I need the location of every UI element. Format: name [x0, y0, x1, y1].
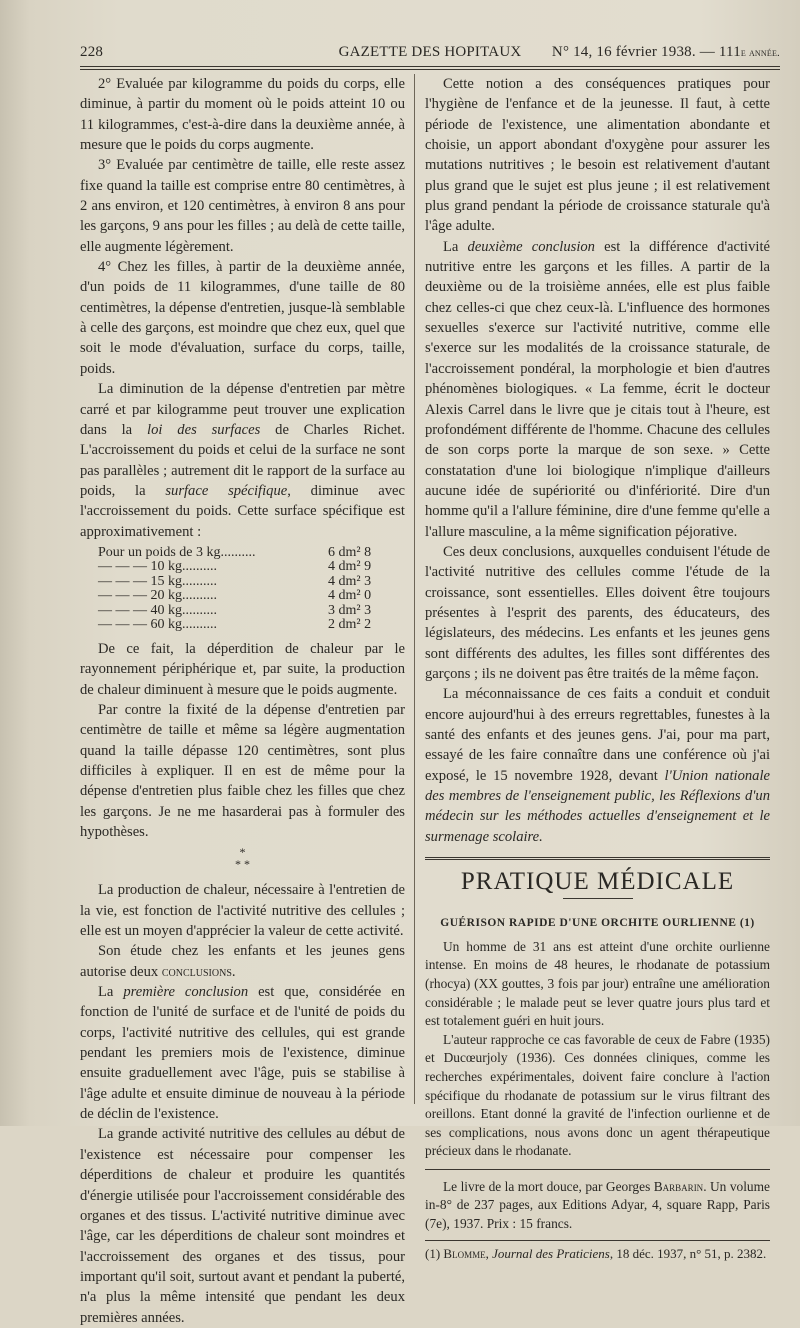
table-label: — — — 10 kg.......... — [98, 559, 217, 575]
text-run: Le livre de la mort douce, par Georges — [443, 1178, 654, 1194]
table-row — [80, 560, 405, 575]
table-label: — — — 40 kg.......... — [98, 602, 217, 618]
section-underline — [563, 898, 633, 899]
paragraph: Cette notion a des conséquences pratiques pour l'hygiène de l'enfance et de la jeunesse. Il faut, à cette période de l'existence, une alimentation abondante et choisie, un apport abondant d'oxygène pour assurer les mutations nutritives ; le besoin est relativement d'autant plus grand que le sujet est plus jeune ; il est relativement plus grand pendant la période de croissance staturale qu'à l'âge adulte. — [425, 76, 770, 235]
star-top: * — [239, 845, 246, 860]
text-run: La diminution de la dépense d'entretien par mètre carré et par kilogramme peut trouver une explication dans la — [80, 381, 405, 438]
table-row — [80, 604, 405, 619]
page-number: 228 — [80, 44, 104, 60]
smallcaps-run: conclusions — [161, 963, 232, 980]
footnote — [425, 1240, 770, 1263]
table-label: — — — 20 kg.......... — [98, 588, 217, 604]
text-run: Son étude chez les enfants et les jeunes gens autorise deux — [80, 943, 405, 980]
table-label: — — — 15 kg.......... — [98, 573, 217, 589]
paragraph: Ces deux conclusions, auxquelles conduisent l'étude de l'activité nutritive des cellules comme l'étude de la croissance, sont essentielles. Elles doivent être toujours présentes à l'esprit des parents, des éducateurs, des législateurs, des médecins. Les enfants et les jeunes gens sont différents des adultes, les filles sont différentes des garçons ; ils ne doivent pas être traités de la même façon. — [425, 543, 770, 682]
paragraph — [80, 941, 405, 982]
text-run: . — [231, 963, 236, 980]
text-run: . Un volume in-8° de 237 pages, aux Editions Adyar, 4, square Rapp, Paris (7e), 1937. Prix : 15 francs. — [425, 1178, 770, 1232]
paragraph: De ce fait, la déperdition de chaleur par le rayonnement périphérique et, par suite, la production de chaleur diminuent à mesure que le poids augmente. — [80, 640, 405, 698]
paragraph: 3° Evaluée par centimètre de taille, elle reste assez fixe quand la taille est comprise entre 80 centimètres, à 2 ans environ, et 120 centimètres, à environ 8 ans pour les garçons, 9 ans pour les filles ; au delà de cette taille, elle augmente légèrement. — [80, 157, 405, 255]
text-run: La — [443, 238, 468, 255]
issue-suffix: e année. — [740, 47, 780, 59]
text-run: , diminue avec l'accroissement du poids. Cette surface spécifique est approximativement : — [80, 482, 405, 540]
table-label: — — — 60 kg.......... — [98, 617, 217, 633]
text-run: La — [98, 984, 124, 1001]
smallcaps-run: Blomme — [443, 1245, 486, 1261]
italic-run: première conclusion — [123, 984, 249, 1001]
article-rule — [425, 1169, 770, 1170]
table-value: 6 dm² 8 — [328, 544, 372, 560]
paragraph: La production de chaleur, nécessaire à l'entretien de la vie, est fonction de l'activité nutritive des cellules ; elle est un moyen d'apprécier la valeur de cette activité. — [80, 882, 405, 940]
paragraph: La grande activité nutritive des cellules au début de l'existence est nécessaire pour compenser les déperditions de chaleur et produire les quantités d'énergie utilisée pour l'accroissement considérable des organes et des tissus. L'activité nutritive diminue avec l'âge, car les déperditions de chaleur sont moindres et l'accroissement des organes et des tissus, pour important qu'il soit, surtout avant et pendant la puberté, n'a plus la même intensité que pendant les deux premières années. — [80, 1126, 405, 1326]
text-run: est la différence d'activité nutritive entre les garçons et les filles. A partir de la deuxième ou de la troisième années, elle est plus faible chez celles-ci que chez ceux-là. L'influence des hormones sexuelles s'exerce sur l'activité nutritive, comme elle s'exerce sur les modalités de la croissance staturale, de l'accroissement pondéral, la morphologie et bien d'autres phénomènes biologiques. « La femme, écrit le docteur Alexis Carrel dans le livre que je citais tout à l'heure, est profondément différente de l'homme. Chacune des cellules de son corps porte la marque de son sexe. » Cette constatation d'une loi biologique n'implique d'ailleurs aucune idée de supériorité ou d'infériorité. Dire d'un homme qu'il a l'allure féminine, dire d'une femme qu'elle a l'allure masculine, a la même signification péjorative. — [425, 238, 770, 540]
section-rule — [425, 857, 770, 860]
right-column — [425, 74, 770, 1263]
section-separator — [80, 846, 405, 870]
article-subtitle: GUÉRISON RAPIDE D'UNE ORCHITE OURLIENNE (1) — [440, 917, 755, 930]
table-row — [80, 575, 405, 590]
paragraph: 4° Chez les filles, à partir de la deuxième année, d'un poids de 11 kilogrammes, d'une taille de 80 centimètres, la dépense d'entretien, jusque-là semblable à celle des garçons, est moindre que chez eux, quel que soit le mode d'évaluation, surface du corps, taille, poids. — [80, 259, 405, 377]
table-row — [80, 546, 405, 561]
text-run: est que, considérée en fonction de l'unité de surface et de l'unité de poids du corps, l'activité nutritive des cellules, qui est grande pendant les premiers mois de l'existence, diminue ensuite graduellement avec l'âge, puis se stabilise à l'âge adulte et ensuite diminue de nouveau à la période de déclin de l'existence. — [80, 984, 405, 1123]
italic-run: Journal des Praticiens — [492, 1245, 610, 1261]
table-value: 3 dm² 3 — [328, 602, 372, 618]
text-run: , — [485, 1245, 493, 1261]
journal-title: GAZETTE DES HOPITAUX — [338, 44, 522, 60]
column-divider — [414, 74, 415, 1104]
issue-text: N° 14, 16 février 1938. — 111 — [551, 44, 741, 60]
header-rule — [80, 66, 780, 67]
text-run: La méconnaissance de ces faits a conduit et conduit encore aujourd'hui à des erreurs regrettables, funestes à la santé des enfants et des jeunes gens. J'ai, pour ma part, essayé de les faire connaître dans une conférence où j'ai exposé, le 15 novembre 1928, devant — [425, 686, 770, 784]
book-notice — [425, 1178, 770, 1234]
page-header — [80, 40, 780, 68]
table-value: 2 dm² 2 — [328, 617, 372, 633]
paragraph: Un homme de 31 ans est atteint d'une orchite ourlienne intense. En moins de 48 heures, le rhodanate de potassium (rhocya) (XX gouttes, 3 fois par jour) entraîne une amélioration considérable ; le malade peut se lever quatre jours plus tard et est totalement guéri en huit jours. — [425, 938, 770, 1029]
table-row — [80, 618, 405, 633]
paragraph — [80, 982, 405, 1124]
italic-run: surface spécifique — [165, 482, 288, 499]
table-value: 4 dm² 9 — [328, 559, 372, 575]
left-column — [80, 74, 405, 1328]
italic-run: deuxième conclusion — [467, 238, 595, 255]
header-rule-2 — [80, 69, 780, 70]
surface-table — [80, 546, 405, 633]
table-value: 4 dm² 0 — [328, 588, 372, 604]
medical-article — [425, 938, 770, 1263]
paragraph — [425, 684, 770, 847]
text-run: (1) — [425, 1245, 444, 1261]
italic-run: l'Union nationale des membres de l'enseignement public, les Réflexions d'un médecin sur les méthodes actuelles d'enseignement et le surmenage scolaire. — [425, 767, 771, 845]
paragraph: L'auteur rapproche ce cas favorable de ceux de Fabre (1935) et Ducœurjoly (1936). Ces données cliniques, comme les recherches expérimentales, doivent faire conclure à l'action spécifique du rhodanate de potassium sur le virus filtrant des oreillons. Etant donné la gravité de l'infection ourlienne et de ses complications, nous avons donc un agent thérapeutique précieux dans le rhodanate. — [425, 1031, 770, 1159]
issue-date — [552, 44, 780, 61]
paragraph: 2° Evaluée par kilogramme du poids du corps, elle diminue, à partir du moment où le poids atteint 10 ou 11 kilogrammes, c'est-à-dire dans la deuxième année, à mesure que le poids du corps augmente. — [80, 76, 405, 154]
star-bottom: * * — [235, 857, 250, 872]
italic-run: loi des surfaces — [147, 421, 261, 438]
text-run: de Charles Richet. L'accroissement du poids et celui de la surface ne sont pas parallèles ; autrement dit le rapport de la surface au poids, la — [80, 421, 405, 499]
table-value: 4 dm² 3 — [328, 573, 372, 589]
section-title: PRATIQUE MÉDICALE — [460, 868, 735, 896]
paragraph: Par contre la fixité de la dépense d'entretien par centimètre de taille et même sa légère augmentation quand la taille dépasse 120 centimètres, sont plus difficiles à expliquer. Il en est de même pour la dépense d'entretien plus faible chez les filles que chez les garçons. Je ne me hasarderai pas à formuler des hypothèses. — [80, 701, 405, 840]
paragraph — [425, 237, 770, 542]
table-label: Pour un poids de 3 kg.......... — [98, 544, 256, 560]
paragraph — [80, 379, 405, 542]
smallcaps-run: Barbarin — [653, 1178, 704, 1194]
text-run: , 18 déc. 1937, n° 51, p. 2382. — [609, 1245, 767, 1261]
table-row — [80, 589, 405, 604]
